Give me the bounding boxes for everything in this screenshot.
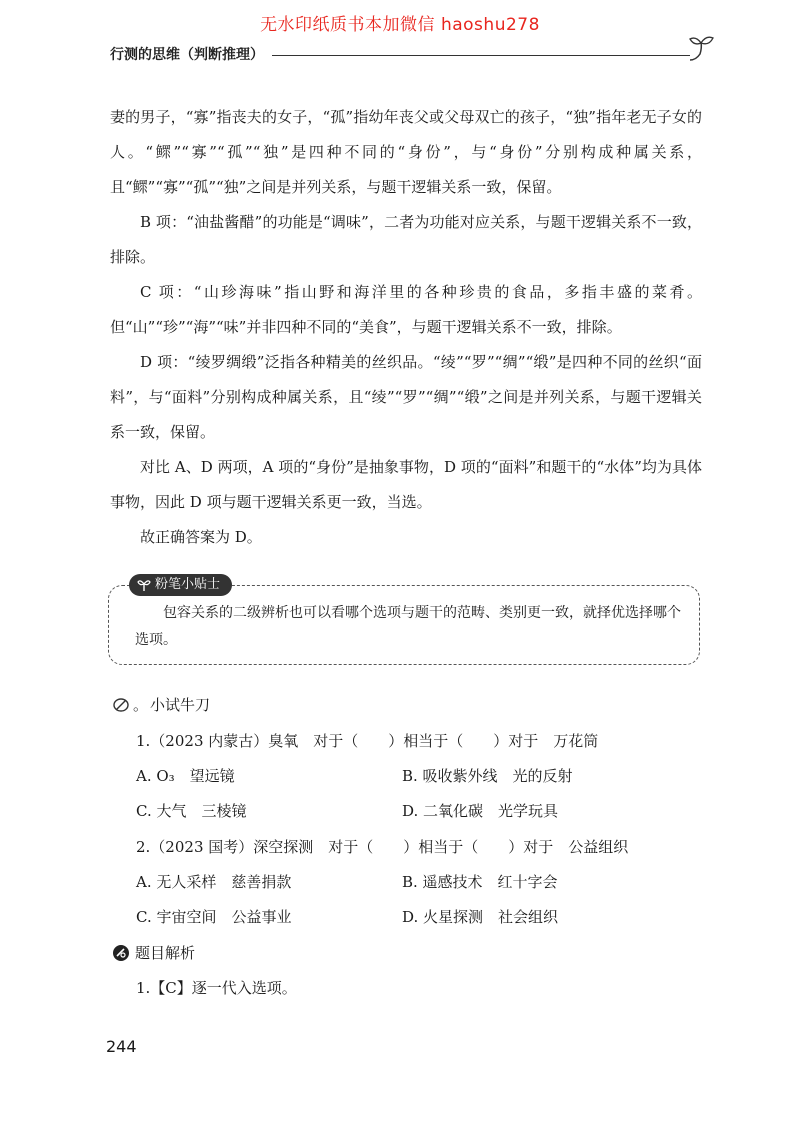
question-2-option-b: B. 遥感技术 红十字会: [402, 873, 558, 891]
sprout-icon: [686, 34, 716, 62]
paragraph: 妻的男子，“寡”指丧夫的女子，“孤”指幼年丧父或父母双亡的孩子，“独”指年老无子女的人。“鳏”“寡”“孤”“独”是四种不同的“身份”，与“身份”分别构成种属关系，且“鳏”“寡”“孤”“独”之间是并列关系，与题干逻辑关系一致，保留。: [110, 108, 702, 196]
pencil-circle-icon: [112, 697, 130, 713]
paragraph-continuation: [110, 100, 702, 205]
running-header: [110, 44, 710, 66]
question-1-option-d: D. 二氧化碳 光学玩具: [402, 802, 559, 820]
question-1-option-b: B. 吸收紫外线 光的反射: [402, 767, 573, 785]
watermark: 无水印纸质书本加微信 haoshu278: [260, 15, 540, 35]
option-c-analysis: [110, 275, 702, 345]
page-number: 244: [106, 1037, 137, 1056]
answer-line: [110, 520, 702, 555]
question-1-option-c: C. 大气 三棱镜: [136, 802, 247, 820]
paragraph: 对比 A、D 两项，A 项的“身份”是抽象事物，D 项的“面料”和题干的“水体”均为具体事物，因此 D 项与题干逻辑关系更一致，当选。: [110, 458, 702, 511]
paragraph: 故正确答案为 D。: [140, 528, 262, 546]
paragraph: D 项：“绫罗绸缎”泛指各种精美的丝织品。“绫”“罗”“绸”“缎”是四种不同的丝织“面料”，与“面料”分别构成种属关系，且“绫”“罗”“绸”“缎”之间是并列关系，与题干逻辑关系一致，保留。: [110, 353, 702, 441]
analysis-badge-icon: [112, 944, 130, 962]
tip-box: [108, 577, 700, 665]
header-title: 行测的思维（判断推理）: [110, 44, 272, 64]
analysis-answer-1: 1.【C】逐一代入选项。: [136, 979, 297, 997]
question-1-stem: 1.（2023 内蒙古）臭氧 对于（ ）相当于（ ）对于 万花筒: [136, 732, 599, 750]
question-1-option-a: A. O₃ 望远镜: [136, 767, 235, 785]
question-2-option-a: A. 无人采样 慈善捐款: [136, 873, 292, 891]
header-rule: [260, 55, 690, 56]
question-2-stem: 2.（2023 国考）深空探测 对于（ ）相当于（ ）对于 公益组织: [136, 838, 629, 856]
option-b-analysis: [110, 205, 702, 275]
tip-label: [129, 574, 232, 596]
question-2-option-c: C. 宇宙空间 公益事业: [136, 908, 292, 926]
comparison: [110, 450, 702, 520]
practice-heading-text: 小试牛刀: [150, 696, 211, 714]
tip-text: [135, 600, 685, 654]
analysis-heading: [112, 942, 195, 963]
tip-paragraph: 包容关系的二级辨析也可以看哪个选项与题干的范畴、类别更一致，就择优选择哪个选项。: [135, 605, 681, 648]
paragraph: B 项：“油盐酱醋”的功能是“调味”，二者为功能对应关系，与题干逻辑关系不一致，排除。: [110, 213, 702, 266]
practice-heading: 。 小试牛刀: [112, 694, 210, 715]
question-2-option-d: D. 火星探测 社会组织: [402, 908, 559, 926]
analysis-heading-text: 题目解析: [135, 944, 196, 962]
option-d-analysis: [110, 345, 702, 450]
tip-label-text: 粉笔小贴士: [155, 577, 221, 592]
paragraph: C 项：“山珍海味”指山野和海洋里的各种珍贵的食品，多指丰盛的菜肴。但“山”“珍”“海”“味”并非四种不同的“美食”，与题干逻辑关系不一致，排除。: [110, 283, 702, 336]
sprout-icon: [137, 578, 151, 592]
